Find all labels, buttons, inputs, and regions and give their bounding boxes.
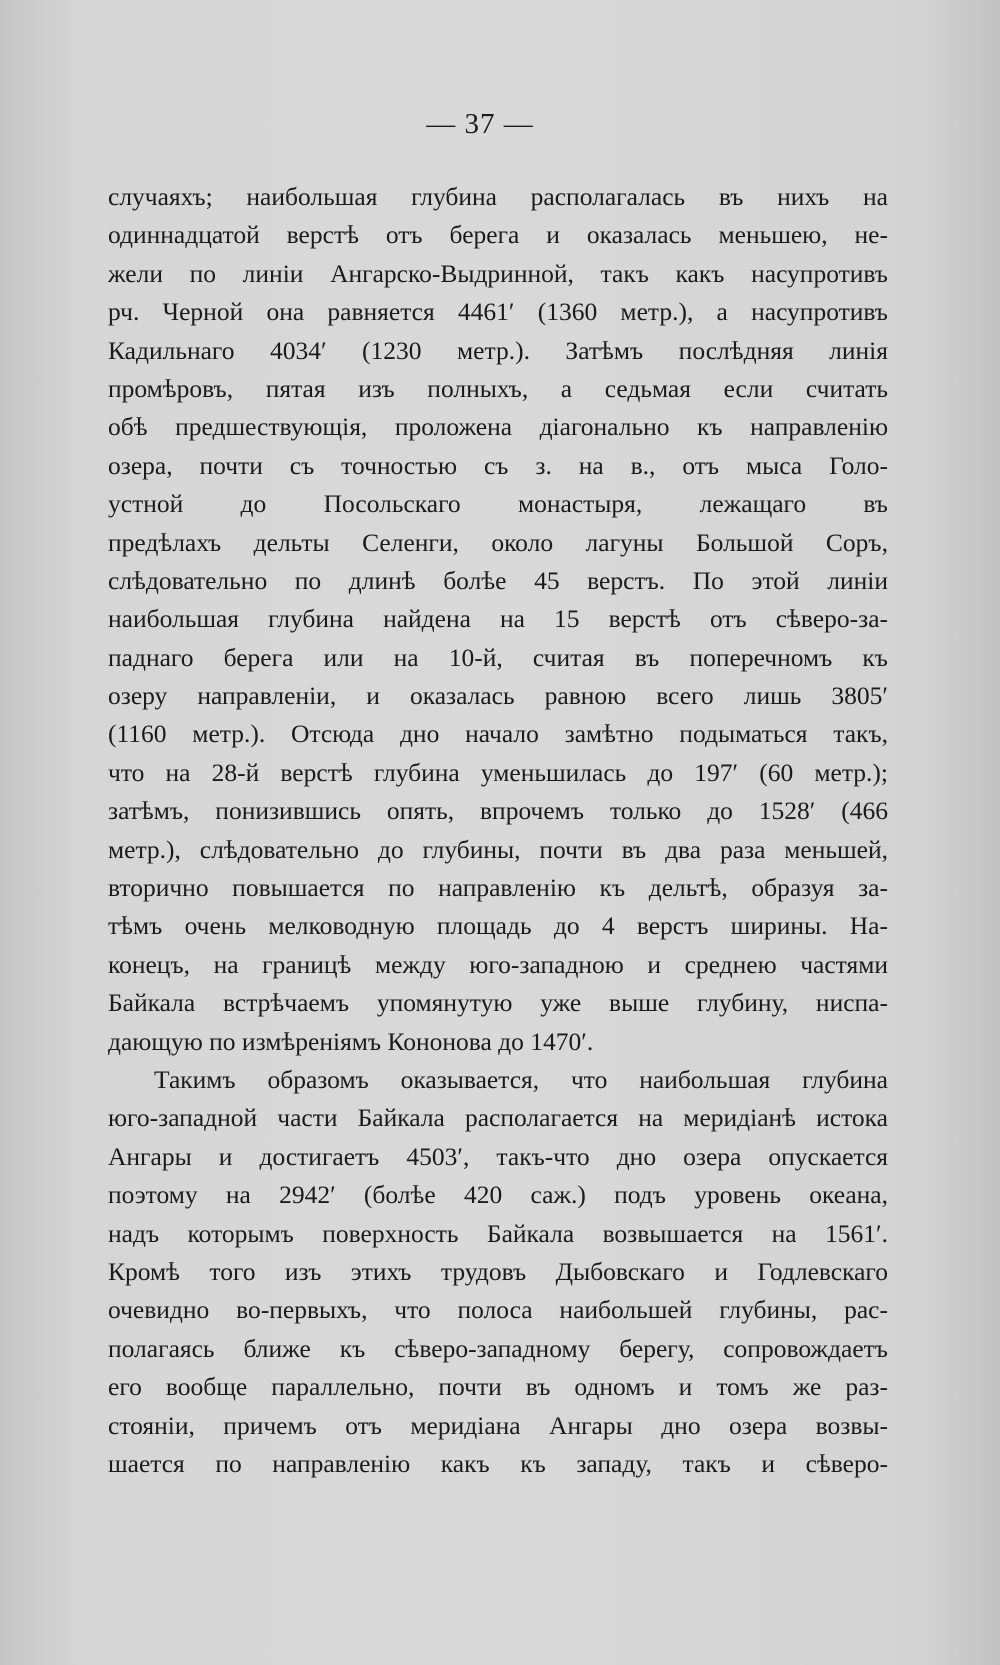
- text-line: Кадильнаго 4034′ (1230 метр.). Затѣмъ послѣдняя линія: [108, 335, 888, 365]
- text-line: слѣдовательно по длинѣ болѣе 45 верстъ. По этой линіи: [108, 565, 888, 595]
- text-line: предѣлахъ дельты Селенги, около лагуны Большой Соръ,: [108, 527, 888, 557]
- text-line: жели по линіи Ангарско-Выдринной, такъ какъ насупротивъ: [108, 258, 888, 288]
- text-line: Ангары и достигаетъ 4503′, такъ-что дно озера опускается: [108, 1141, 888, 1171]
- text-line: озера, почти съ точностью съ з. на в., отъ мыса Голо-: [108, 450, 888, 480]
- text-line: очевидно во-первыхъ, что полоса наибольшей глубины, рас-: [108, 1295, 888, 1325]
- text-line: метр.), слѣдовательно до глубины, почти въ два раза меньшей,: [108, 834, 888, 864]
- text-line: паднаго берега или на 10-й, считая въ поперечномъ къ: [108, 642, 888, 672]
- text-line: полагаясь ближе къ сѣверо-западному берегу, сопровождаетъ: [108, 1333, 888, 1363]
- page-number: — 37 —: [426, 108, 534, 140]
- text-line: вторично повышается по направленію къ дельтѣ, образуя за-: [108, 873, 888, 903]
- text-line: (1160 метр.). Отсюда дно начало замѣтно подыматься такъ,: [108, 719, 888, 749]
- text-line: тѣмъ очень мелководную площадь до 4 верстъ ширины. На-: [108, 911, 888, 941]
- body-text: [108, 178, 888, 1483]
- text-line: надъ которымъ поверхность Байкала возвышается на 1561′.: [108, 1218, 888, 1248]
- text-line: стояніи, причемъ отъ меридіана Ангары дно озера возвы-: [108, 1410, 888, 1440]
- text-line: конецъ, на границѣ между юго-западною и среднею частями: [108, 949, 888, 979]
- text-line: что на 28-й верстѣ глубина уменьшилась до 197′ (60 метр.);: [108, 757, 888, 787]
- text-line: обѣ предшествующія, проложена діагонально къ направленію: [108, 412, 888, 442]
- text-line: затѣмъ, понизившись опять, впрочемъ только до 1528′ (466: [108, 796, 888, 826]
- text-line: случаяхъ; наибольшая глубина располагалась въ нихъ на: [108, 182, 888, 211]
- text-line: его вообще параллельно, почти въ одномъ и томъ же раз-: [108, 1372, 888, 1402]
- text-line: юго-западной части Байкала располагается на меридіанѣ истока: [108, 1103, 888, 1133]
- text-line: дающую по измѣреніямъ Кононова до 1470′.: [108, 1026, 594, 1056]
- text-line: поэтому на 2942′ (болѣе 420 саж.) подъ уровень океана,: [108, 1180, 888, 1210]
- text-line: Кромѣ того изъ этихъ трудовъ Дыбовскаго и Годлевскаго: [108, 1256, 888, 1286]
- text-line: шается по направленію какъ къ западу, такъ и сѣверо-: [108, 1448, 888, 1478]
- text-line: рч. Черной она равняется 4461′ (1360 метр.), а насупротивъ: [108, 297, 888, 327]
- text-line: промѣровъ, пятая изъ полныхъ, а седьмая если считать: [108, 373, 888, 403]
- text-line: устной до Посольскаго монастыря, лежащаго въ: [108, 489, 888, 519]
- text-line: наибольшая глубина найдена на 15 верстѣ отъ сѣверо-за-: [108, 604, 888, 634]
- text-line: одиннадцатой верстѣ отъ берега и оказалась меньшею, не-: [108, 220, 888, 250]
- text-line: Байкала встрѣчаемъ упомянутую уже выше глубину, ниспа-: [108, 988, 888, 1018]
- text-line: озеру направленіи, и оказалась равною всего лишь 3805′: [108, 681, 888, 711]
- text-line: Такимъ образомъ оказывается, что наибольшая глубина: [154, 1064, 888, 1094]
